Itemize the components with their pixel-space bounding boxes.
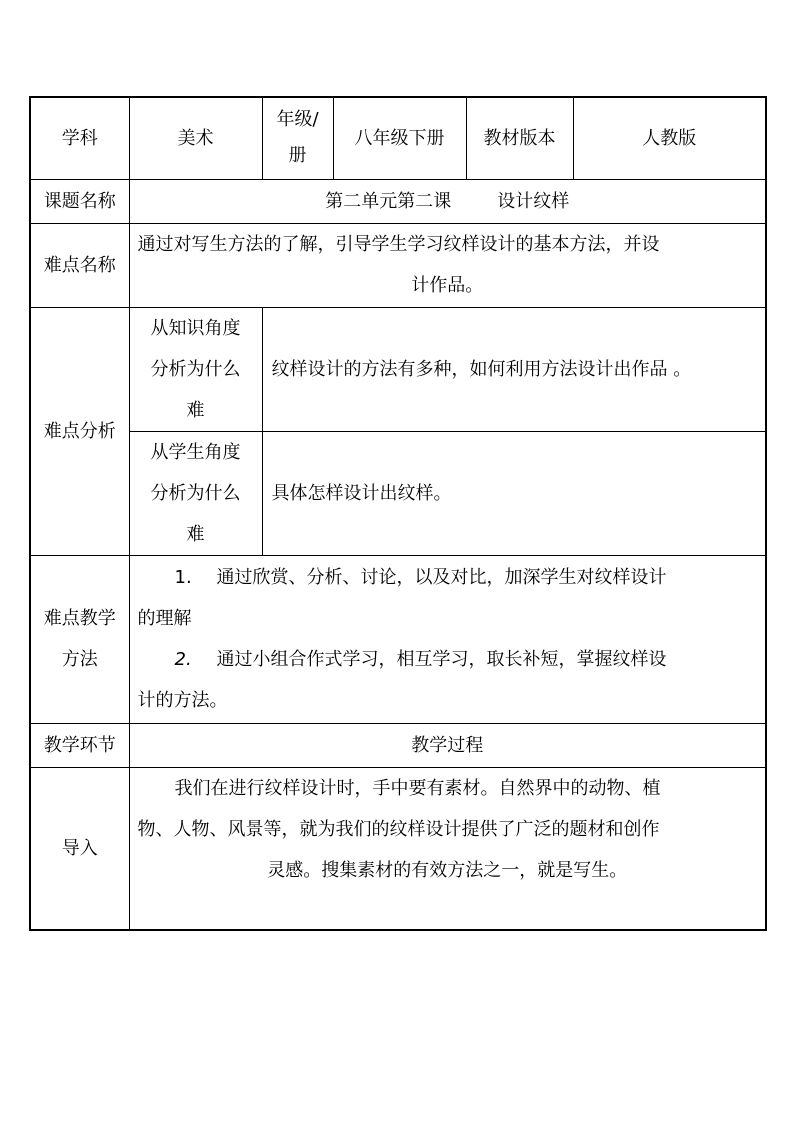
analysis-knowledge-row: [30, 307, 766, 431]
topic-title: 设计纹样: [497, 190, 570, 212]
topic-value: [129, 179, 766, 223]
topic-label: 课题名称: [30, 179, 129, 223]
method-item-1-line2: 的理解: [137, 608, 192, 629]
subject-value: 美术: [129, 97, 262, 179]
method-item-1-line1: 通过欣赏、分析、讨论，以及对比，加深学生对纹样设计: [216, 567, 667, 588]
header-row: [30, 97, 766, 179]
intro-label: 导入: [30, 767, 129, 930]
method-item-2-line1: 通过小组合作式学习，相互学习，取长补短，掌握纹样设: [216, 649, 667, 670]
difficulty-text: [129, 223, 766, 307]
edition-label: 教材版本: [466, 97, 573, 179]
edition-value: 人教版: [573, 97, 766, 179]
student-text: 具体怎样设计出纹样。: [262, 431, 766, 555]
difficulty-line2: 计作品。: [411, 275, 484, 296]
difficulty-row: [30, 223, 766, 307]
intro-line1: 我们在进行纹样设计时，手中要有素材。自然界中的动物、植: [174, 777, 661, 799]
student-label-line1: 从学生角度: [150, 441, 241, 463]
student-label-line2: 分析为什么: [150, 482, 241, 504]
knowledge-text: 纹样设计的方法有多种，如何利用方法设计出作品 。: [262, 307, 766, 431]
methods-label: [30, 555, 129, 723]
method-item-1-num: 1.: [174, 567, 192, 588]
topic-unit: 第二单元第二课: [325, 190, 452, 212]
difficulty-label: 难点名称: [30, 223, 129, 307]
topic-row: [30, 179, 766, 223]
method-item-2-num: 2.: [174, 649, 192, 670]
knowledge-label: [129, 307, 262, 431]
method-item-2-line2: 计的方法。: [137, 690, 228, 711]
intro-text: [129, 767, 766, 930]
student-label: [129, 431, 262, 555]
method-item-1: [138, 557, 758, 598]
method-item-2: [138, 639, 758, 680]
grade-label: [262, 97, 333, 179]
knowledge-label-line2: 分析为什么: [150, 358, 241, 380]
methods-label-line2: 方法: [61, 649, 98, 670]
subject-label: 学科: [30, 97, 129, 179]
knowledge-label-line1: 从知识角度: [150, 317, 241, 339]
methods-label-line1: 难点教学: [43, 608, 116, 629]
stage-header: 教学环节: [30, 723, 129, 767]
grade-label-line2: 册: [288, 145, 307, 167]
methods-row: [30, 555, 766, 723]
process-header-row: [30, 723, 766, 767]
analysis-label: 难点分析: [30, 307, 129, 555]
difficulty-line1: 通过对写生方法的了解，引导学生学习纹样设计的基本方法，并设: [137, 234, 660, 255]
grade-value: 八年级下册: [333, 97, 466, 179]
knowledge-label-line3: 难: [186, 399, 205, 421]
student-label-line3: 难: [186, 523, 205, 545]
intro-row: [30, 767, 766, 930]
intro-line3: 灵感。搜集素材的有效方法之一，就是写生。: [267, 859, 628, 881]
process-header: 教学过程: [129, 723, 766, 767]
analysis-student-row: [30, 431, 766, 555]
lesson-plan-table: [29, 96, 767, 931]
grade-label-line1: 年级/: [276, 109, 319, 131]
intro-line2: 物、人物、风景等，就为我们的纹样设计提供了广泛的题材和创作: [137, 818, 660, 840]
methods-text: [129, 555, 766, 723]
